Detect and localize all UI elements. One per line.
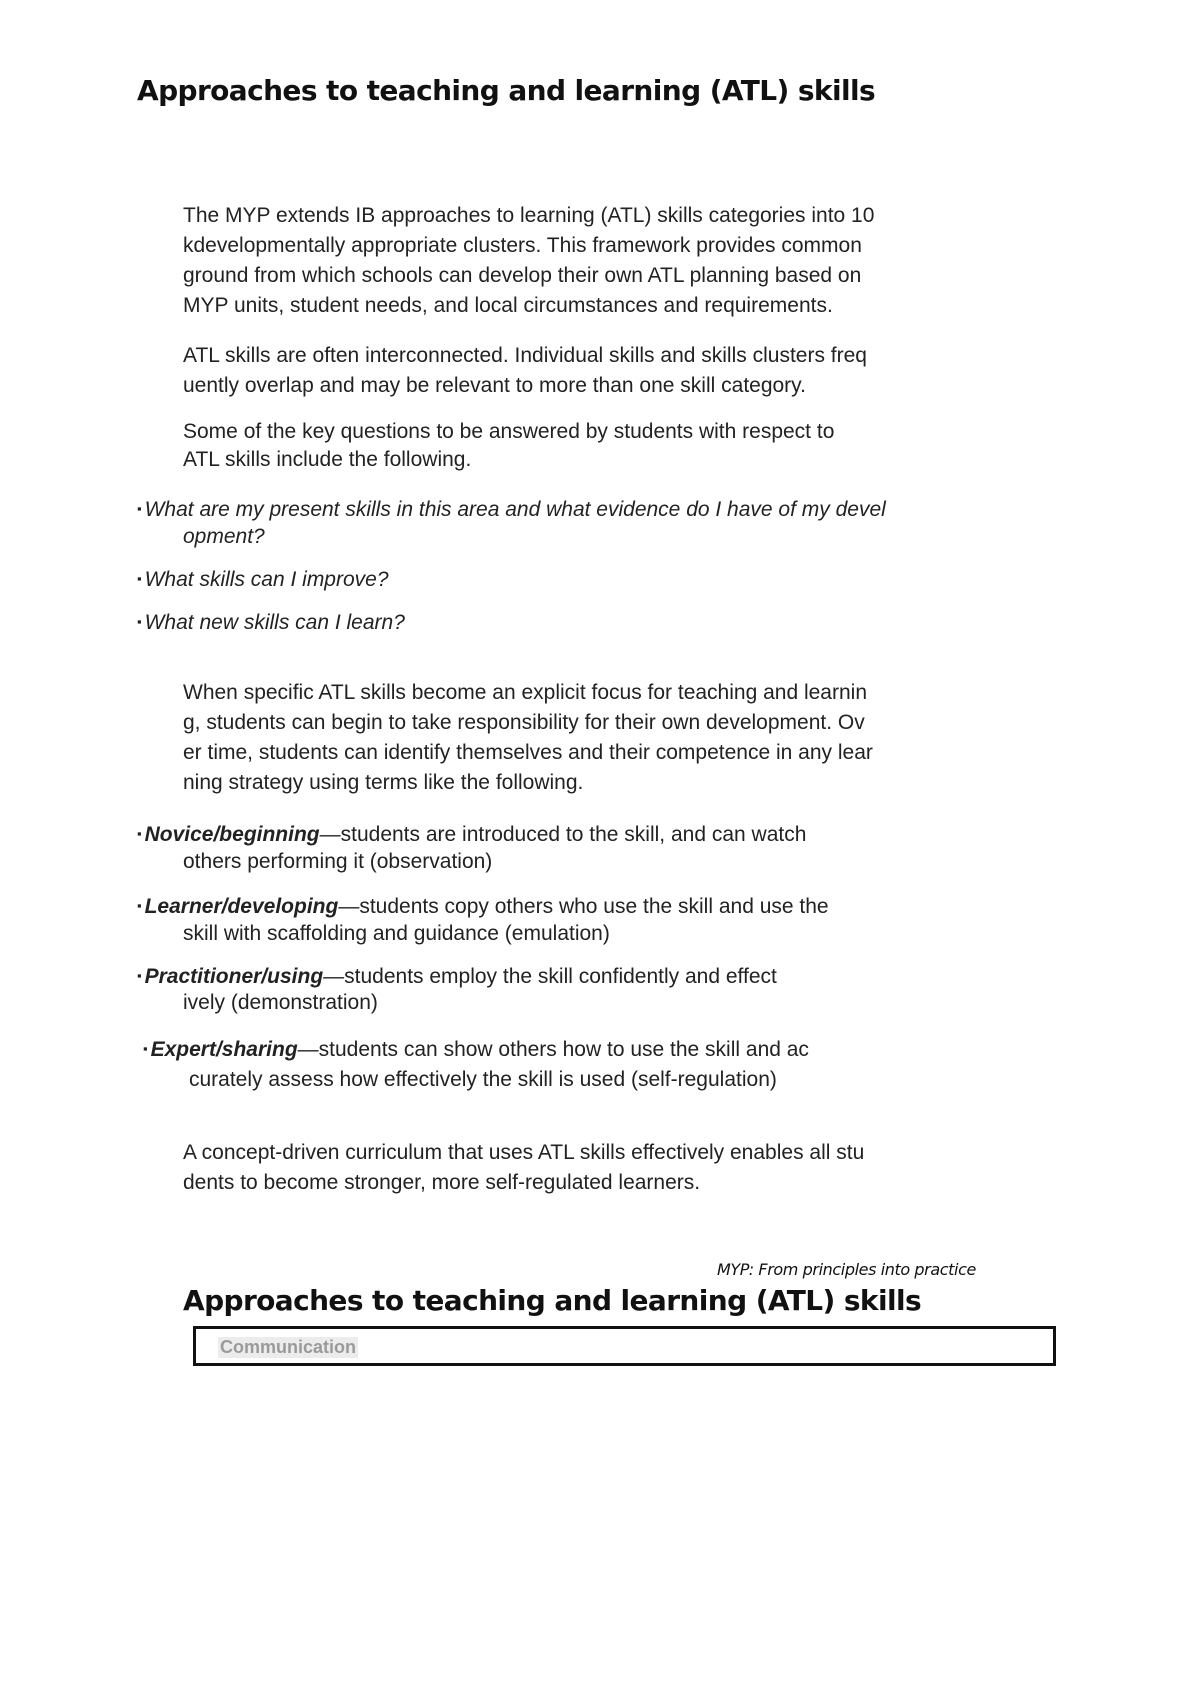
- level-description: —students copy others who use the skill and use the: [338, 895, 829, 918]
- level-description-cont: others performing it (observation): [183, 850, 493, 873]
- explicit-focus-line: g, students can begin to take responsibility for their own development. Ov: [183, 711, 865, 734]
- intro-paragraph: [183, 201, 1003, 321]
- question-text-cont: opment?: [183, 525, 265, 548]
- conclusion-paragraph: [183, 1138, 1003, 1198]
- intro-line: kdevelopmentally appropriate clusters. This framework provides common: [183, 234, 862, 257]
- level-item-learner: [137, 892, 829, 947]
- bullet-marker: ▪: [137, 968, 142, 983]
- intro-line: MYP units, student needs, and local circumstances and requirements.: [183, 294, 833, 317]
- conclusion-line: dents to become stronger, more self-regulated learners.: [183, 1171, 701, 1194]
- skills-table: [193, 1326, 1056, 1366]
- level-term: Learner/developing: [144, 895, 339, 918]
- table-header-communication: Communication: [220, 1337, 357, 1357]
- intro-line: The MYP extends IB approaches to learning (ATL) skills categories into 10: [183, 204, 875, 227]
- bullet-marker: ▪: [137, 571, 142, 586]
- level-item-practitioner: [137, 963, 777, 1016]
- key-questions-line: ATL skills include the following.: [183, 448, 472, 471]
- bullet-marker: ▪: [137, 898, 142, 913]
- explicit-focus-line: er time, students can identify themselves and their competence in any lear: [183, 741, 873, 764]
- level-description-cont: ively (demonstration): [183, 991, 378, 1014]
- explicit-focus-paragraph: [183, 678, 1003, 798]
- level-item-expert: [143, 1034, 809, 1095]
- bullet-marker: ▪: [143, 1041, 148, 1056]
- key-questions-paragraph: [183, 418, 1003, 474]
- level-description: —students can show others how to use the skill and ac: [297, 1038, 809, 1061]
- bullet-marker: ▪: [137, 826, 142, 841]
- page-title: Approaches to teaching and learning (ATL) skills: [137, 74, 876, 107]
- source-citation: MYP: From principles into practice: [717, 1260, 976, 1279]
- level-item-novice: [137, 820, 806, 875]
- level-description-cont: curately assess how effectively the skill is used (self-regulation): [189, 1068, 777, 1091]
- interconnected-line: uently overlap and may be relevant to more than one skill category.: [183, 374, 806, 397]
- question-text: What skills can I improve?: [144, 568, 389, 591]
- intro-line: ground from which schools can develop their own ATL planning based on: [183, 264, 862, 287]
- level-description: —students are introduced to the skill, and can watch: [319, 823, 807, 846]
- conclusion-line: A concept-driven curriculum that uses ATL skills effectively enables all stu: [183, 1141, 865, 1164]
- question-item: [137, 565, 389, 593]
- key-questions-line: Some of the key questions to be answered by students with respect to: [183, 420, 835, 443]
- explicit-focus-line: ning strategy using terms like the following.: [183, 771, 584, 794]
- level-term: Expert/sharing: [150, 1038, 298, 1061]
- level-term: Novice/beginning: [144, 823, 320, 846]
- interconnected-paragraph: [183, 341, 1003, 401]
- bullet-marker: ▪: [137, 501, 142, 516]
- bullet-marker: ▪: [137, 614, 142, 629]
- question-text: What new skills can I learn?: [144, 611, 405, 634]
- level-description-cont: skill with scaffolding and guidance (emulation): [183, 922, 610, 945]
- level-description: —students employ the skill confidently and effect: [323, 965, 777, 988]
- interconnected-line: ATL skills are often interconnected. Individual skills and skills clusters freq: [183, 344, 867, 367]
- explicit-focus-line: When specific ATL skills become an explicit focus for teaching and learnin: [183, 681, 868, 704]
- question-item: [137, 495, 886, 550]
- question-text: What are my present skills in this area and what evidence do I have of my devel: [144, 498, 886, 521]
- level-term: Practitioner/using: [144, 965, 324, 988]
- question-item: [137, 608, 405, 636]
- section-title: Approaches to teaching and learning (ATL) skills: [183, 1284, 922, 1317]
